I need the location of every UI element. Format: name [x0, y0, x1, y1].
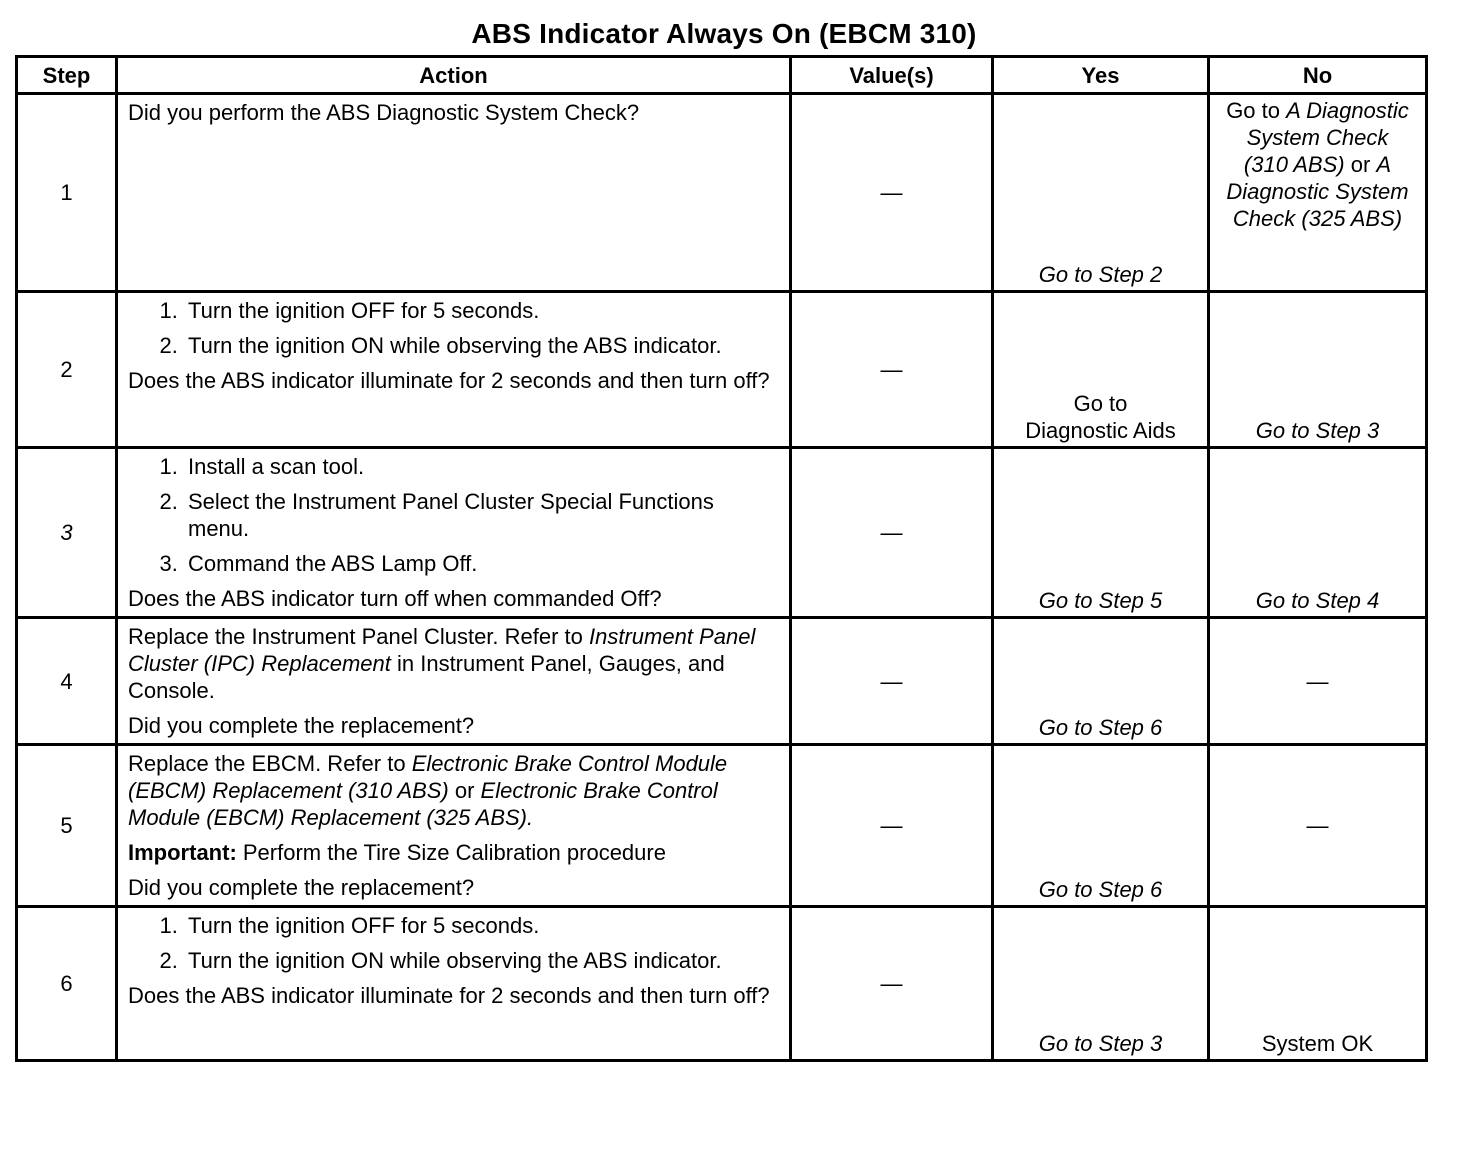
- ebcm-325-link[interactable]: Electronic Brake Control Module (EBCM) Replacement (325 ABS).: [128, 778, 718, 830]
- header-step: Step: [17, 57, 117, 94]
- action-text: in Instrument Panel, Gauges, and Console.: [128, 651, 725, 703]
- important-label: Important:: [128, 840, 237, 865]
- page-title: ABS Indicator Always On (EBCM 310): [471, 18, 977, 49]
- diagnostic-table: [15, 55, 1428, 1062]
- no-cell: [1209, 292, 1427, 448]
- value-cell: —: [791, 448, 993, 618]
- header-no: No: [1209, 57, 1427, 94]
- action-step-item: 2. Turn the ignition ON while observing the ABS indicator.: [184, 947, 779, 974]
- action-question: Did you complete the replacement?: [128, 713, 475, 738]
- action-steps: [128, 297, 779, 359]
- action-question: Does the ABS indicator turn off when commanded Off?: [128, 586, 662, 611]
- table-row: [17, 618, 1427, 745]
- step-number: 4: [17, 618, 117, 745]
- value-cell: —: [791, 745, 993, 907]
- important-note: [128, 839, 779, 866]
- no-link-325[interactable]: A Diagnostic System Check (325 ABS): [1226, 152, 1409, 231]
- no-link-310[interactable]: A Diagnostic System Check (310 ABS): [1243, 98, 1409, 177]
- table-row: [17, 94, 1427, 292]
- table-row: [17, 448, 1427, 618]
- ebcm-310-link[interactable]: Electronic Brake Control Module (EBCM) Replacement (310 ABS): [128, 751, 728, 803]
- table-row: [17, 292, 1427, 448]
- no-cell: [1209, 907, 1427, 1061]
- no-prefix: Go to: [1226, 98, 1287, 123]
- action-steps: [128, 453, 779, 577]
- action-step-item: 1. Turn the ignition OFF for 5 seconds.: [184, 297, 779, 324]
- action-instruction: [128, 623, 779, 704]
- action-step-item: 3. Command the ABS Lamp Off.: [184, 550, 779, 577]
- yes-cell: [993, 94, 1209, 292]
- action-text: Replace the Instrument Panel Cluster. Refer to: [128, 624, 590, 649]
- yes-cell: [993, 292, 1209, 448]
- action-cell: [117, 292, 791, 448]
- action-cell: [117, 94, 791, 292]
- yes-link[interactable]: Go to Diagnostic Aids: [1025, 391, 1176, 443]
- no-mid: or: [1344, 152, 1377, 177]
- step-number: 1: [17, 94, 117, 292]
- value-cell: —: [791, 292, 993, 448]
- action-text: or: [448, 778, 481, 803]
- header-value: Value(s): [791, 57, 993, 94]
- header-row: [17, 57, 1427, 94]
- value-cell: —: [791, 94, 993, 292]
- action-step-item: 1. Install a scan tool.: [184, 453, 779, 480]
- yes-link[interactable]: Go to Step 3: [1038, 1031, 1163, 1056]
- action-instruction: [128, 750, 779, 831]
- action-question: Did you perform the ABS Diagnostic System Check?: [128, 100, 640, 125]
- yes-link[interactable]: Go to Step 6: [1038, 715, 1163, 740]
- header-action: Action: [117, 57, 791, 94]
- yes-link[interactable]: Go to Step 6: [1038, 877, 1163, 902]
- step-number: 2: [17, 292, 117, 448]
- step-number: 5: [17, 745, 117, 907]
- header-yes: Yes: [993, 57, 1209, 94]
- yes-cell: [993, 745, 1209, 907]
- yes-link[interactable]: Go to Step 5: [1038, 588, 1163, 613]
- action-cell: [117, 448, 791, 618]
- action-question: Did you complete the replacement?: [128, 875, 475, 900]
- action-step-item: 2. Select the Instrument Panel Cluster Special Functions menu.: [184, 488, 779, 542]
- no-cell: —: [1209, 745, 1427, 907]
- yes-link[interactable]: Go to Step 2: [1038, 262, 1163, 287]
- no-link[interactable]: Go to Step 3: [1255, 418, 1380, 443]
- value-cell: —: [791, 907, 993, 1061]
- yes-cell: [993, 448, 1209, 618]
- yes-cell: [993, 618, 1209, 745]
- action-question: Does the ABS indicator illuminate for 2 seconds and then turn off?: [128, 983, 770, 1008]
- action-step-item: 1. Turn the ignition OFF for 5 seconds.: [184, 912, 779, 939]
- step-number: 3: [17, 448, 117, 618]
- no-link[interactable]: Go to Step 4: [1255, 588, 1380, 613]
- no-cell: [1209, 94, 1427, 292]
- action-steps: [128, 912, 779, 974]
- table-row: [17, 907, 1427, 1061]
- value-cell: —: [791, 618, 993, 745]
- action-cell: [117, 618, 791, 745]
- table-row: [17, 745, 1427, 907]
- important-text: Perform the Tire Size Calibration procedure: [236, 840, 666, 865]
- action-text: Replace the EBCM. Refer to: [128, 751, 412, 776]
- no-cell: —: [1209, 618, 1427, 745]
- step-number: 6: [17, 907, 117, 1061]
- ipc-replacement-link[interactable]: Instrument Panel Cluster (IPC) Replacement: [128, 624, 756, 676]
- action-step-item: 2. Turn the ignition ON while observing the ABS indicator.: [184, 332, 779, 359]
- no-result: System OK: [1261, 1031, 1374, 1056]
- action-question: Does the ABS indicator illuminate for 2 seconds and then turn off?: [128, 368, 770, 393]
- no-cell: [1209, 448, 1427, 618]
- yes-cell: [993, 907, 1209, 1061]
- action-cell: [117, 907, 791, 1061]
- action-cell: [117, 745, 791, 907]
